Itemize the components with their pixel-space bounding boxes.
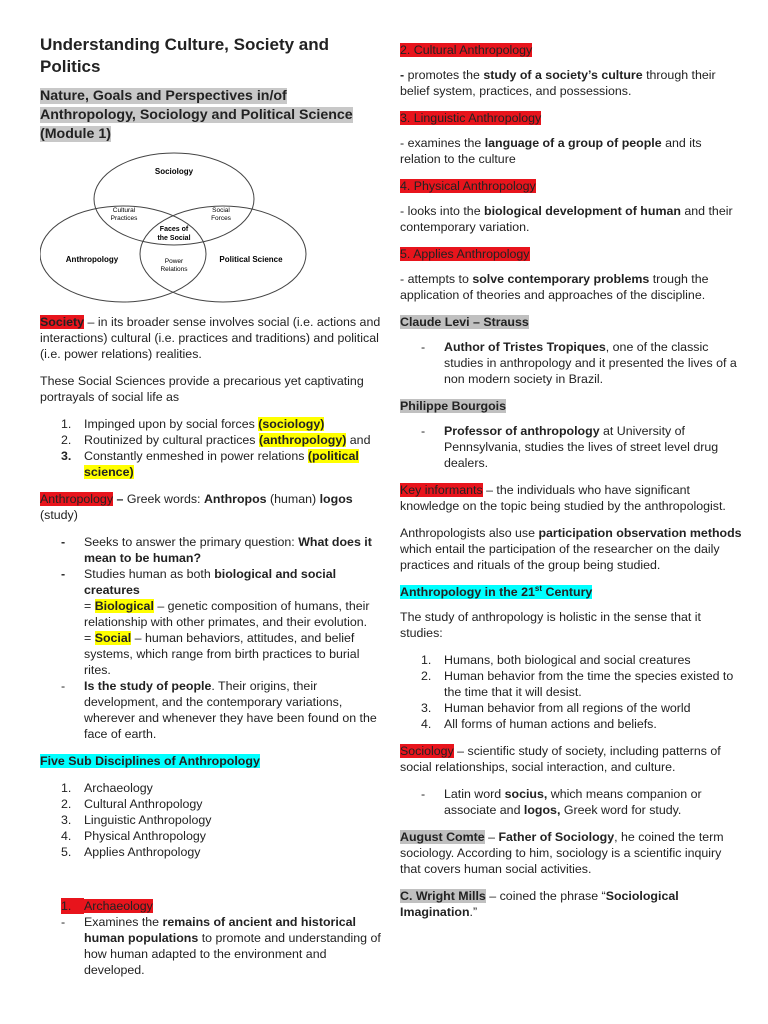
levi-strauss-bullets [400, 339, 745, 387]
mills-text: C. Wright Mills – coined the phrase “Sociological Imagination.” [400, 889, 679, 919]
key-informants-definition: Key informants – the individuals who have significant knowledge on the topic being studied by the anthropologist. [400, 483, 726, 513]
list-item: 1. Archaeology [61, 781, 153, 795]
list-item: 5. Applies Anthropology [61, 845, 201, 859]
society-definition: Society – in its broader sense involves social (i.e. actions and interactions) cultural (i.e. practices and traditions) and political (i.e. power relations) realities. [40, 315, 381, 361]
list-item: 2. Routinized by cultural practices (anthropology) and [61, 433, 371, 447]
sociology-definition: Sociology – scientific study of society, including patterns of social relationships, social interaction, and culture. [400, 744, 721, 774]
applies-anthropology-heading: 5. Applies Anthropology [400, 247, 530, 261]
cultural-anthropology-text: - promotes the study of a society’s culture through their belief system, practices, and possessions. [400, 68, 716, 98]
levi-strauss-heading: Claude Levi – Strauss [400, 315, 529, 329]
portrayals-intro: These Social Sciences provide a precarious yet captivating portrayals of social life as [40, 374, 364, 404]
century-heading: Anthropology in the 21st Century [400, 583, 593, 599]
list-item: - Seeks to answer the primary question: What does it mean to be human? [61, 535, 372, 565]
list-item: 1. Humans, both biological and social creatures [421, 653, 691, 667]
anthropology-definition: Anthropology – Greek words: Anthropos (human) logos (study) [40, 492, 353, 522]
venn-label-relations: Relations [160, 266, 188, 273]
venn-label-cultural: Cultural [112, 207, 136, 214]
applies-anthropology-text: - attempts to solve contemporary problems trough the application of theories and approaches of the discipline. [400, 272, 709, 302]
anthropology-bullets [40, 534, 382, 742]
list-item: 3. Linguistic Anthropology [61, 813, 212, 827]
physical-anthropology-text: - looks into the biological development of human and their contemporary variation. [400, 204, 733, 234]
archaeology-bullets [40, 914, 382, 978]
list-item: 2. Human behavior from the time the species existed to the time that it will desist. [421, 669, 734, 699]
venn-label-power: Power [164, 258, 184, 265]
bourgois-heading: Philippe Bourgois [400, 399, 507, 413]
five-sub-list [40, 780, 382, 860]
physical-anthropology-heading: 4. Physical Anthropology [400, 179, 536, 193]
century-list [400, 652, 745, 732]
venn-label-forces: Forces [211, 215, 231, 222]
venn-diagram [40, 152, 308, 304]
document-title: Understanding Culture, Society and Politics [40, 35, 330, 76]
list-item: - Author of Tristes Tropiques, one of the classic studies in anthropology and it presented the lives of a non modern society in Brazil. [421, 340, 737, 386]
list-item: 4. Physical Anthropology [61, 829, 206, 843]
archaeology-heading: 1. Archaeology [61, 899, 153, 913]
venn-label-sociology: Sociology [154, 167, 194, 176]
list-item: 2. Cultural Anthropology [61, 797, 203, 811]
list-item: 3. Human behavior from all regions of the world [421, 701, 691, 715]
venn-label-anthropology: Anthropology [65, 255, 119, 264]
list-item: 4. All forms of human actions and beliefs. [421, 717, 657, 731]
list-item: 3. Constantly enmeshed in power relations (political science) [61, 449, 359, 479]
list-item: - Latin word socius, which means companion or associate and logos, Greek word for study. [421, 787, 702, 817]
list-item: - Is the study of people. Their origins, their development, and the contemporary variations, wherever and whenever they have been found on the face of earth. [61, 679, 377, 741]
sociology-bullets [400, 786, 745, 818]
linguistic-anthropology-text: - examines the language of a group of people and its relation to the culture [400, 136, 702, 166]
five-sub-heading: Five Sub Disciplines of Anthropology [40, 754, 260, 768]
venn-label-social: Social [212, 207, 230, 214]
list-item: - Professor of anthropology at University of Pennsylvania, studies the lives of street level drug dealers. [421, 424, 719, 470]
century-intro: The study of anthropology is holistic in the sense that it studies: [400, 610, 701, 640]
list-item: - Examines the remains of ancient and historical human populations to promote and understanding of how human adapted to the environment and developed. [61, 915, 381, 977]
list-item: - Studies human as both biological and social creatures = Biological – genetic composition of humans, their relationship with other primates, and their evolution. = Social – human behaviors, attitudes, and belief systems, which range from birth practices to burial rites. [61, 567, 370, 677]
venn-label-practices: Practices [110, 215, 138, 222]
venn-label-political-science: Political Science [219, 255, 283, 264]
comte-text: August Comte – Father of Sociology, he coined the term sociology. According to him, sociology is a scientific inquiry that covers human social activities. [400, 830, 724, 876]
portrayal-list [40, 416, 382, 480]
left-column [40, 34, 382, 989]
right-column [400, 42, 745, 931]
linguistic-anthropology-heading: 3. Linguistic Anthropology [400, 111, 542, 125]
venn-label-the-social: the Social [157, 235, 191, 242]
bourgois-bullets [400, 423, 745, 471]
cultural-anthropology-heading: 2. Cultural Anthropology [400, 43, 533, 57]
module-subtitle: Nature, Goals and Perspectives in/of Anthropology, Sociology and Political Science (Module 1) [40, 88, 353, 142]
list-item: 1. Impinged upon by social forces (sociology) [61, 417, 325, 431]
venn-label-faces: Faces of [159, 226, 189, 233]
participation-text: Anthropologists also use participation observation methods which entail the participation of the researcher on the daily practices and rituals of the group being studied. [400, 526, 742, 572]
